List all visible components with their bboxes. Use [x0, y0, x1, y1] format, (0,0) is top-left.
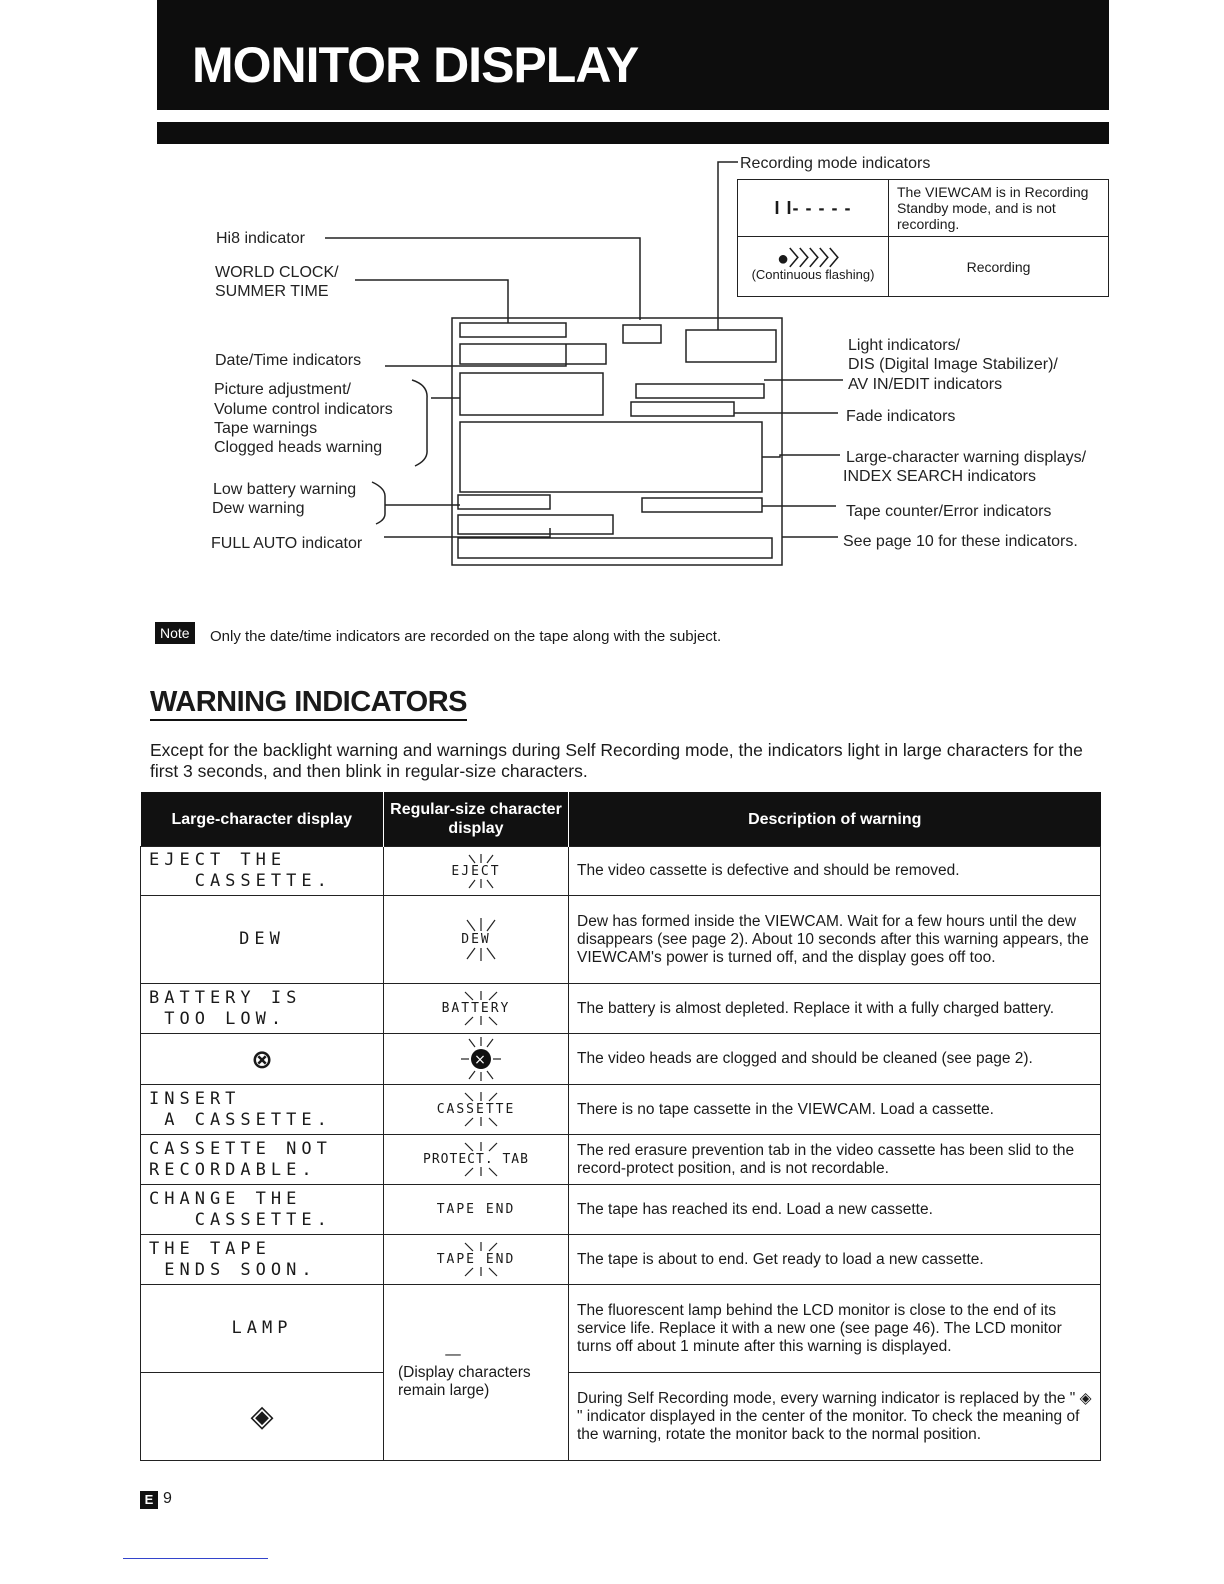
description: The tape has reached its end. Load a new cassette. — [569, 1185, 1101, 1235]
label-clogged-heads: Clogged heads warning — [214, 439, 383, 456]
large-display: DEW — [239, 929, 285, 949]
description: The fluorescent lamp behind the LCD monitor is close to the end of its service life. Replace it with a new one (see page 46). The LCD monitor turns off about 1 minute after this warning is displayed. — [569, 1285, 1101, 1373]
shared-dash: — — [445, 1345, 461, 1363]
large-display: INSERT A CASSETTE. — [149, 1088, 332, 1130]
large-display: CASSETTE NOT RECORDABLE. — [149, 1138, 332, 1180]
label-full-auto: FULL AUTO indicator — [211, 535, 363, 552]
table-row — [141, 1185, 1101, 1235]
label-tape-counter: Tape counter/Error indicators — [846, 503, 1052, 520]
table-row — [141, 1373, 1101, 1461]
header-regular: Regular-size character display — [384, 792, 569, 847]
regular-text: TAPE END — [436, 1252, 516, 1267]
regular-display — [384, 1034, 569, 1085]
regular-display — [384, 1085, 569, 1135]
clogged-heads-icon: ⊗ — [251, 1043, 273, 1074]
recording-desc: Recording — [889, 237, 1109, 297]
label-world-clock: WORLD CLOCK/ — [215, 264, 339, 281]
table-row — [141, 1235, 1101, 1285]
regular-display — [384, 896, 569, 984]
description: Dew has formed inside the VIEWCAM. Wait for a few hours until the dew disappears (see page 2). About 10 seconds after this warning appears, the VIEWCAM's power is turned off, and the display goes off too. — [569, 896, 1101, 984]
description: The battery is almost depleted. Replace it with a fully charged battery. — [569, 984, 1101, 1034]
table-row — [141, 984, 1101, 1034]
description: The video cassette is defective and should be removed. — [569, 847, 1101, 896]
regular-text: DEW — [461, 932, 491, 947]
self-recording-icon: ◈ — [250, 1400, 274, 1433]
table-row — [141, 847, 1101, 896]
large-display: BATTERY IS TOO LOW. — [149, 987, 302, 1029]
label-recording-mode: Recording mode indicators — [740, 155, 931, 172]
recording-symbol-cell — [738, 237, 889, 297]
description: There is no tape cassette in the VIEWCAM. Load a cassette. — [569, 1085, 1101, 1135]
label-volume-control: Volume control indicators — [214, 401, 393, 418]
large-display: THE TAPE ENDS SOON. — [149, 1238, 317, 1280]
description: During Self Recording mode, every warning indicator is replaced by the " ◈ " indicator displayed in the center of the monitor. To check the meaning of the warning, rotate the monitor back to the normal position. — [569, 1373, 1101, 1461]
standby-symbol: I I- - - - - — [738, 180, 889, 237]
intro-text: Except for the backlight warning and warnings during Self Recording mode, the indicators light in large characters for the first 3 seconds, and then blink in regular-size characters. — [150, 740, 1083, 781]
regular-display — [384, 1135, 569, 1185]
label-picture-adjustment: Picture adjustment/ — [214, 381, 351, 398]
label-fade: Fade indicators — [846, 408, 956, 425]
warning-table — [140, 792, 1101, 1461]
standby-desc: The VIEWCAM is in Recording Standby mode, and is not recording. — [889, 180, 1109, 237]
regular-display — [384, 1185, 569, 1235]
label-index-search: INDEX SEARCH indicators — [843, 468, 1036, 485]
shared-note: (Display characters remain large) — [398, 1363, 531, 1399]
header-desc: Description of warning — [569, 792, 1101, 847]
table-row — [141, 1285, 1101, 1373]
label-tape-warnings: Tape warnings — [214, 420, 318, 437]
regular-display — [384, 847, 569, 896]
description: The red erasure prevention tab in the video cassette has been slid to the record-protect position, and is not recordable. — [569, 1135, 1101, 1185]
note-badge: Note — [155, 622, 195, 644]
recording-note: (Continuous flashing) — [751, 266, 875, 282]
regular-text: BATTERY — [441, 1001, 511, 1016]
table-row — [141, 1034, 1101, 1085]
language-badge: E — [140, 1491, 158, 1509]
label-datetime: Date/Time indicators — [215, 352, 362, 369]
label-light: Light indicators/ — [848, 337, 961, 354]
regular-display-shared — [384, 1285, 569, 1461]
recording-mode-table — [737, 179, 1109, 297]
regular-text: EJECT — [451, 863, 501, 879]
large-display: EJECT THE CASSETTE. — [149, 850, 332, 891]
recording-symbol: ●〉〉〉〉〉 — [776, 247, 850, 270]
label-dis: DIS (Digital Image Stabilizer)/ — [848, 356, 1058, 373]
monitor-outline — [452, 318, 782, 565]
label-see-page: See page 10 for these indicators. — [843, 533, 1078, 550]
description: The tape is about to end. Get ready to load a new cassette. — [569, 1235, 1101, 1285]
section-title: WARNING INDICATORS — [150, 686, 467, 721]
regular-text: PROTECT. TAB — [423, 1152, 529, 1167]
page-number: 9 — [163, 1490, 172, 1507]
footer-line — [123, 1558, 268, 1559]
label-large-character: Large-character warning displays/ — [846, 449, 1087, 466]
note-text: Only the date/time indicators are recorded on the tape along with the subject. — [210, 628, 722, 645]
regular-text: CASSETTE — [436, 1102, 516, 1117]
regular-display — [384, 1235, 569, 1285]
table-row — [141, 1085, 1101, 1135]
label-summer-time: SUMMER TIME — [215, 283, 329, 300]
header-large: Large-character display — [141, 792, 384, 847]
regular-display — [384, 984, 569, 1034]
label-hi8: Hi8 indicator — [216, 230, 305, 247]
table-row — [141, 1135, 1101, 1185]
table-row — [141, 896, 1101, 984]
regular-text: TAPE END — [436, 1202, 516, 1217]
page-title: MONITOR DISPLAY — [192, 37, 639, 93]
label-low-battery: Low battery warning — [213, 481, 357, 498]
description: The video heads are clogged and should be cleaned (see page 2). — [569, 1034, 1101, 1085]
table-header-row — [141, 792, 1101, 847]
label-av-in: AV IN/EDIT indicators — [848, 376, 1003, 393]
clogged-heads-regular-icon: × — [474, 1052, 488, 1068]
large-display: LAMP — [231, 1318, 293, 1338]
label-dew-warning: Dew warning — [212, 500, 305, 517]
large-display: CHANGE THE CASSETTE. — [149, 1188, 332, 1230]
